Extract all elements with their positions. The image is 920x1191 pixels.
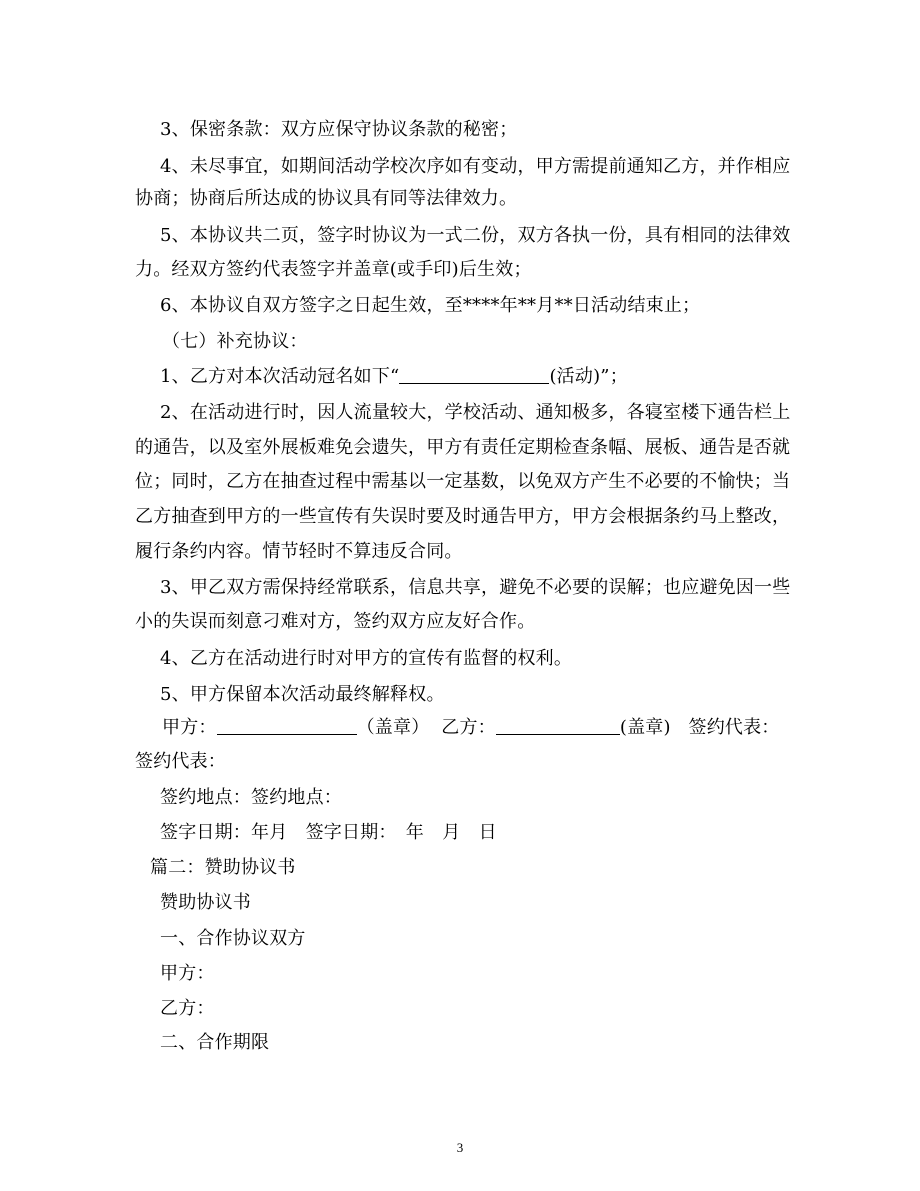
party-a-label: 甲方： xyxy=(162,717,217,738)
signing-location: 签约地点：签约地点： xyxy=(160,787,342,808)
party-a-field: 甲方： xyxy=(160,963,215,984)
naming-suffix: (活动)”； xyxy=(549,366,628,387)
rep-label: 签约代表： xyxy=(688,717,780,738)
agreement-title: 赞助协议书 xyxy=(160,892,251,913)
supplement-4: 4、乙方在活动进行时对甲方的宣传有监督的权利。 xyxy=(160,648,573,669)
party-b-field: 乙方： xyxy=(160,998,215,1019)
supplement-2-line-2: 的通告，以及室外展板难免会遗失，甲方有责任定期检查条幅、展板、通告是否就 xyxy=(135,437,791,458)
chapter-2-title: 篇二：赞助协议书 xyxy=(150,857,296,878)
clause-3-confidentiality: 3、保密条款：双方应保守协议条款的秘密； xyxy=(160,119,518,140)
signature-row xyxy=(162,716,812,740)
section-7-heading: （七）补充协议： xyxy=(162,331,308,352)
supplement-1-naming xyxy=(160,365,810,389)
clause-5-line-1: 5、本协议共二页，签字时协议为一式二份，双方各执一份，具有相同的法律效 xyxy=(160,225,791,246)
naming-prefix: 1、乙方对本次活动冠名如下“ xyxy=(160,366,400,387)
clause-6: 6、本协议自双方签字之日起生效，至****年**月**日活动结束止； xyxy=(160,295,701,316)
supplement-3-line-2: 小的失误而刻意刁难对方，签约双方应友好合作。 xyxy=(135,611,536,632)
party-b-seal: (盖章) xyxy=(619,717,671,738)
supplement-5: 5、甲方保留本次活动最终解释权。 xyxy=(160,684,445,705)
page-number: 3 xyxy=(456,1140,464,1155)
party-a-blank xyxy=(217,716,357,735)
supplement-2-line-5: 履行条约内容。情节轻时不算违反合同。 xyxy=(135,541,463,562)
clause-4-line-1: 4、未尽事宜，如期间活动学校次序如有变动，甲方需提前通知乙方，并作相应 xyxy=(160,156,791,177)
party-b-label: 乙方： xyxy=(441,717,496,738)
supplement-2-line-4: 乙方抽查到甲方的一些宣传有失误时要及时通告甲方，甲方会根据条约马上整改， xyxy=(135,506,791,527)
rep-label-line-2: 签约代表： xyxy=(135,751,226,772)
supplement-2-line-1: 2、在活动进行时，因人流量较大，学校活动、通知极多，各寝室楼下通告栏上 xyxy=(160,402,791,423)
supplement-2-line-3: 位；同时，乙方在抽查过程中需基以一定基数，以免双方产生不必要的不愉快；当 xyxy=(135,471,791,492)
party-b-blank xyxy=(496,716,620,735)
supplement-3-line-1: 3、甲乙双方需保持经常联系，信息共享，避免不必要的误解；也应避免因一些 xyxy=(160,577,791,598)
clause-4-line-2: 协商；协商后所达成的协议具有同等法律效力。 xyxy=(135,188,518,209)
section-1-parties: 一、合作协议双方 xyxy=(160,928,306,949)
naming-blank xyxy=(399,365,549,384)
section-2-term: 二、合作期限 xyxy=(160,1032,270,1053)
party-a-seal: （盖章） xyxy=(356,717,430,738)
signing-date: 签字日期：年月 签字日期： 年 月 日 xyxy=(160,822,497,843)
clause-5-line-2: 力。经双方签约代表签字并盖章(或手印)后生效； xyxy=(135,259,532,280)
